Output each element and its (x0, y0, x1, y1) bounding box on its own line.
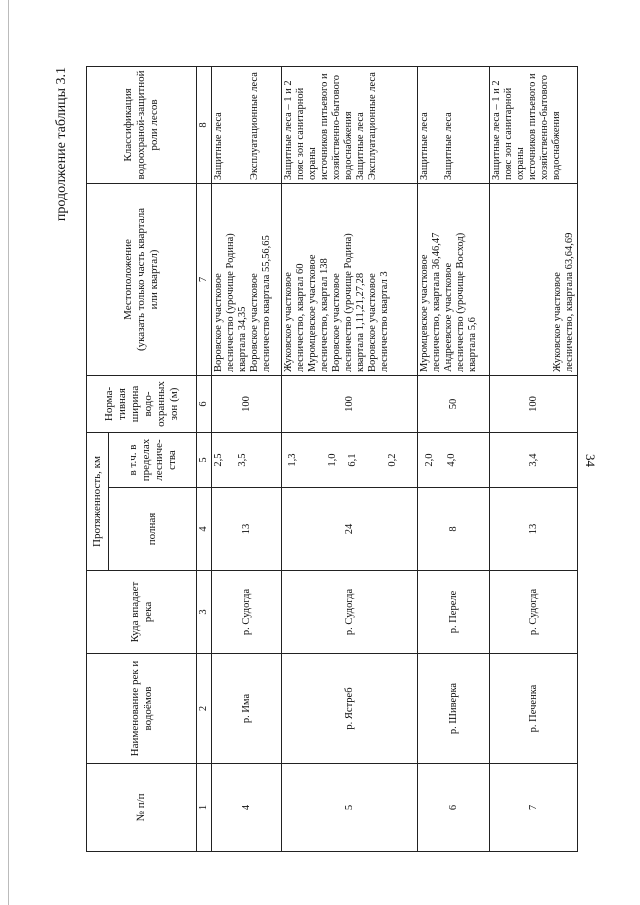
header-name: Наименование рек и водоёмов (87, 654, 197, 764)
river-name: р. Има (212, 654, 282, 764)
column-number: 6 (197, 375, 212, 432)
header-width: Норма- тивная ширина водо- охранных зон (м) (87, 375, 197, 432)
header-total: полная (109, 488, 197, 571)
row-number: 4 (212, 764, 282, 852)
table-caption: продолжение таблицы 3.1 (54, 67, 69, 222)
classification: Защитные леса Эксплуатационные леса (212, 66, 282, 183)
scan-edge (8, 0, 9, 905)
column-number: 3 (197, 571, 212, 654)
zone-width: 100 (212, 375, 282, 432)
length-total: 24 (282, 488, 418, 571)
header-length-group: Протяженность, км (87, 432, 109, 570)
column-number: 5 (197, 432, 212, 487)
zone-width: 100 (490, 375, 578, 432)
river-mouth: р. Судогда (490, 571, 578, 654)
rotated-table-sheet (54, 67, 606, 852)
length-total: 8 (418, 488, 490, 571)
river-mouth: р. Судогда (282, 571, 418, 654)
page-number: 34 (583, 454, 598, 467)
location: Жуковское участковое лесничество, квартала 63,64,69 (490, 183, 578, 375)
classification: Защитные леса Защитные леса (418, 66, 490, 183)
river-name: р. Ястреб (282, 654, 418, 764)
column-number-row (197, 66, 212, 851)
column-number: 1 (197, 764, 212, 852)
row-number: 5 (282, 764, 418, 852)
table-row (212, 66, 282, 851)
header-location: Местоположение (указать только часть квартала или квартал) (87, 183, 197, 375)
length-within: 2,5 3,5 (212, 432, 282, 487)
river-mouth: р. Судогда (212, 571, 282, 654)
length-total: 13 (490, 488, 578, 571)
column-number: 8 (197, 66, 212, 183)
length-within: 1,3 1,0 6,1 0,2 (282, 432, 418, 487)
row-number: 7 (490, 764, 578, 852)
zone-width: 50 (418, 375, 490, 432)
location: Муромцевское участковое лесничество, квартала 36,46,47 Андреевское участковое лесничество (урочище Восход) квартала 5,6 (418, 183, 490, 375)
table-header (87, 66, 212, 851)
water-protection-table (86, 66, 578, 852)
header-classification: Классификация водоохраной-защитной роли лесов (87, 66, 197, 183)
length-total: 13 (212, 488, 282, 571)
classification: Защитные леса – 1 и 2 пояс зон санитарной охраны источников питьевого и хозяйственно-бытового водоснабжения Защитные леса Эксплуатационные леса (282, 66, 418, 183)
river-name: р. Печенка (490, 654, 578, 764)
row-number: 6 (418, 764, 490, 852)
zone-width: 100 (282, 375, 418, 432)
location: Воровское участковое лесничество (урочище Родина) квартала 34,35 Воровское участковое лесничество квартала 55,56,65 (212, 183, 282, 375)
table-row (418, 66, 490, 851)
table-row (282, 66, 418, 851)
header-mouth: Куда впадает река (87, 571, 197, 654)
header-within: в т.ч. в пределах лесниче- ства (109, 432, 197, 487)
length-within: 2,0 4,0 (418, 432, 490, 487)
length-within: 3,4 (490, 432, 578, 487)
column-number: 2 (197, 654, 212, 764)
river-mouth: р. Переле (418, 571, 490, 654)
location: Жуковское участковое лесничество, квартал 60 Муромцевское участковое лесничество, квартал 138 Воровское участковое лесничество (урочище Родина) квартала 1,11,21,27,28 Воровское участковое лесничество квартал 3 (282, 183, 418, 375)
header-number: № п/п (87, 764, 197, 852)
column-number: 4 (197, 488, 212, 571)
classification: Защитные леса – 1 и 2 пояс зон санитарной охраны источников питьевого и хозяйственно-бытового водоснабжения (490, 66, 578, 183)
river-name: р. Шиверка (418, 654, 490, 764)
table-row (490, 66, 578, 851)
column-number: 7 (197, 183, 212, 375)
